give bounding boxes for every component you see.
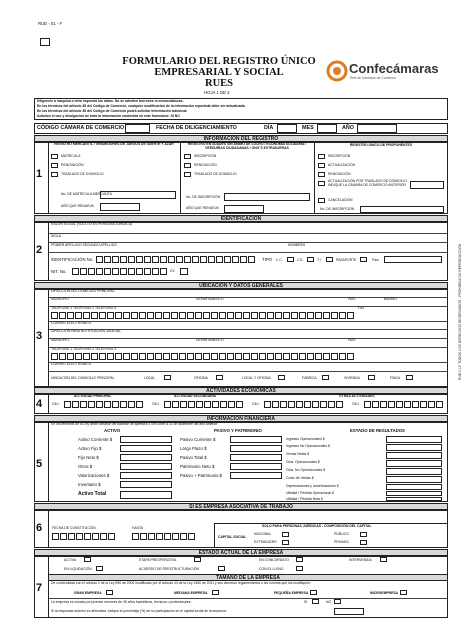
rup-cancelacion-label: CANCELACIÓN (328, 198, 353, 202)
tipo-ce-label: C.E. (297, 258, 304, 262)
rule (49, 233, 447, 234)
tipo-pasaporte-checkbox[interactable] (360, 257, 367, 262)
mediana-empresa-label: MEDIANA EMPRESA (174, 591, 208, 595)
sec4-header: ACTIVIDADES ECONÓMICAS (34, 387, 448, 394)
estado-concordato-label: EN CONCORDATO (259, 558, 289, 562)
esal-inscripcion-checkbox[interactable] (184, 154, 191, 159)
ciiu-otras-1-cells[interactable] (264, 401, 344, 408)
divider (48, 510, 49, 548)
divider (48, 394, 49, 414)
matricula-label: MATRÍCULA (61, 154, 81, 158)
pequena-empresa-label: PEQUEÑA EMPRESA (274, 591, 309, 595)
apellidos-label: PRIMER APELLIDO SEGUNDO APELLIDO (51, 243, 117, 247)
rup-actualizacion-checkbox[interactable] (318, 163, 325, 168)
utilidad-neta-label: Utilidad / Pérdida Neta $ (286, 497, 323, 501)
utilidad-neta-input[interactable] (386, 497, 442, 501)
form-title-2: EMPRESARIAL Y SOCIAL (154, 67, 284, 78)
esal-number-label: No. DE INSCRIPCIÓN (186, 195, 221, 199)
notif-telefono-label: TELÉFONO 1 TELÉFONO 2 TELÉFONO 3 (51, 347, 117, 351)
inventario-input[interactable] (120, 481, 172, 488)
mediana-empresa-checkbox[interactable] (212, 590, 219, 595)
rup-camara-anterior-input[interactable] (410, 181, 444, 189)
notif-label: DIRECCIÓN PARA NOTIFICACIÓN JUDICIAL (51, 329, 122, 333)
fecha-constitucion-label: FECHA DE CONSTITUCIÓN (52, 526, 96, 530)
ciiu-otras-2-cells[interactable] (364, 401, 444, 408)
fijo-neto-label: Fijo Neto $ (78, 455, 99, 460)
notif-email-label: CORREO ELECTRÓNICO (51, 362, 92, 366)
sec1-col3-title: REGISTRO ÚNICO DE PROPONENTES (349, 143, 413, 147)
fin-intro: En los términos de la Ley debe tomarse del balance de apertura o con corte a 31 de diciembre del año anterior. (51, 422, 219, 426)
traslado-label: TRASLADO DE DOMICILIO (61, 172, 104, 176)
sigla-label: SIGLA (51, 234, 61, 238)
anio-input[interactable] (357, 124, 397, 133)
esal-renovacion-checkbox[interactable] (184, 163, 191, 168)
rup-number-input[interactable] (360, 206, 444, 213)
sec5-number: 5 (36, 458, 43, 470)
estado-acuerdo-checkbox[interactable] (218, 566, 225, 571)
sec3-number: 3 (36, 330, 43, 342)
pasivo-patrimonio-label: Pasivo + Patrimonio $ (180, 473, 222, 478)
note-4: Autorizo el uso y divulgación de toda la información contenida en este formulario: SI NO (37, 114, 180, 118)
capital-nacional-checkbox[interactable] (282, 532, 289, 537)
tipo-cc-label: C.C. (276, 258, 283, 262)
page-indicator: HOJA 1 DE 2 (204, 90, 230, 95)
patrimonio-neto-input[interactable] (230, 463, 282, 470)
traslado-checkbox[interactable] (51, 172, 58, 177)
sec7-number: 7 (36, 582, 43, 594)
esal-inscripcion-label: INSCRIPCIÓN (194, 154, 217, 158)
matricula-number-label: No. DE MATRÍCULA MERCANTIL (61, 192, 113, 196)
estado-lleno-checkbox[interactable] (296, 566, 303, 571)
sede-oficina-label: OFICINA (194, 376, 208, 380)
telefono-label: TELÉFONO 1 TELÉFONO 2 TELÉFONO 3 (51, 306, 117, 310)
sec5-header: INFORMACIÓN FINANCIERA (34, 415, 448, 422)
logo-subtitle: Red de Cámaras de Comercio (350, 76, 396, 80)
sec2-header: IDENTIFICACIÓN (34, 215, 448, 222)
capital-extranjero-label: EXTRANJERO (254, 540, 277, 544)
rup-traslado-checkbox[interactable] (318, 181, 325, 186)
id-label: IDENTIFICACIÓN No. (51, 257, 94, 262)
rule (49, 321, 447, 322)
notif-pais-label: PAÍS (348, 338, 356, 342)
ciiu-label-1: CIIU (52, 402, 59, 406)
ventas-netas-input[interactable] (386, 452, 442, 459)
divider (48, 556, 49, 618)
sec1-header: INFORMACIÓN DEL REGISTRO (34, 135, 448, 142)
valorizaciones-label: Valorizaciones $ (78, 473, 110, 478)
capital-label: CAPITAL SOCIAL (218, 535, 247, 539)
sede-fabrica-label: FÁBRICA (302, 376, 317, 380)
ing-no-operacionales-label: Ingresos No Operacionales $ (286, 444, 330, 448)
divider (180, 142, 181, 214)
sec1-box (34, 142, 448, 214)
ing-no-operacionales-input[interactable] (386, 444, 442, 451)
sec4-number: 4 (36, 398, 43, 410)
note-3: En los términos del artículo 36 del Código de Comercio podrá solicitar información adicional. (37, 109, 188, 113)
renovacion-label: RENOVACIÓN (61, 163, 84, 167)
resultados-title: ESTADO DE RESULTADOS (350, 428, 405, 433)
pasivo-corriente-label: Pasivo Corriente $ (180, 437, 216, 442)
nit-label: NIT. No. (51, 269, 67, 274)
costo-ventas-input[interactable] (386, 476, 442, 483)
pasivo-title: PASIVO Y PATRIMONIO (214, 428, 262, 433)
rup-cancelacion-checkbox[interactable] (318, 198, 325, 203)
c1-year-input[interactable] (100, 203, 140, 211)
note-2: En los términos del artículo 38 del Código de Comercio, cualquier modificación de la información reportada debe ser actualizada. (37, 104, 246, 108)
form-title-3: RUES (204, 78, 233, 89)
rup-renovacion-label: RENOVACIÓN (328, 172, 351, 176)
utilidad-operacional-input[interactable] (386, 491, 442, 496)
tamano-header: TAMAÑO DE LA EMPRESA (48, 574, 448, 581)
valorizaciones-input[interactable] (120, 472, 172, 479)
tipo-cc-checkbox[interactable] (287, 257, 294, 262)
matricula-checkbox[interactable] (51, 154, 58, 159)
telefono-cells[interactable] (51, 312, 355, 319)
sec6-header: SI ES EMPRESA ASOCIATIVA DE TRABAJO (34, 503, 448, 510)
ciiu-label-2: CIIU (152, 402, 159, 406)
camara-label: CÓDIGO CÁMARA DE COMERCIO (37, 125, 125, 131)
act-principal-label: ACTIVIDAD PRINCIPAL (74, 394, 112, 398)
sec1-number: 1 (36, 168, 43, 180)
capital-publico-checkbox[interactable] (360, 532, 367, 537)
estado-liquidacion-checkbox[interactable] (96, 566, 103, 571)
capital-privado-checkbox[interactable] (360, 540, 367, 545)
gtos-operacionales-input[interactable] (386, 460, 442, 467)
divider (48, 422, 49, 502)
fijo-neto-input[interactable] (120, 454, 172, 461)
sede-label: UBICACIÓN DEL DOMICILIO PRINCIPAL (51, 376, 115, 380)
pasivo-corriente-input[interactable] (230, 436, 282, 443)
c1-year-label: AÑO QUE RENUEVA (61, 204, 94, 208)
largo-plazo-input[interactable] (230, 445, 282, 452)
rule (49, 252, 447, 253)
anio-label: AÑO (342, 125, 354, 131)
rup-inscripcion-checkbox[interactable] (318, 154, 325, 159)
tipo-ce-checkbox[interactable] (307, 257, 314, 262)
pais-ubic-label: PAÍS (348, 297, 356, 301)
porcentaje-question: Si la respuesta anterior es afirmativa, indique el porcentaje (%) de su participación en el capital social de la empresa: (51, 609, 227, 613)
largo-plazo-label: Largo Plazo $ (180, 446, 207, 451)
rup-number-label: No. DE INSCRIPCIÓN (320, 207, 355, 211)
sede-local-label: LOCAL (144, 376, 156, 380)
rule (49, 362, 447, 363)
jovenes-no-label: NO (326, 600, 332, 604)
jovenes-si-checkbox[interactable] (312, 599, 319, 604)
pasivo-total-input[interactable] (230, 454, 282, 461)
ciiu-secundaria-cells[interactable] (164, 401, 244, 408)
fecha-label: FECHA DE DILIGENCIAMIENTO (156, 125, 237, 131)
estado-acuerdo-label: ACUERDO DE REESTRUCTURACIÓN (139, 567, 199, 571)
pais-label: País (372, 258, 379, 262)
activo-total-label: Activo Total (78, 491, 107, 497)
dia-label: DÍA (264, 125, 274, 131)
capital-extranjero-checkbox[interactable] (282, 540, 289, 545)
pais-input[interactable] (384, 256, 442, 263)
email-label: CORREO ELECTRÓNICO (51, 321, 92, 325)
sede-local-oficina-label: LOCAL Y OFICINA (242, 376, 271, 380)
form-sheet (34, 12, 448, 622)
hasta-cells[interactable] (132, 533, 196, 540)
sec1-col1-title: REGISTRO MERCANTIL / VENDEDORES DE JUEGOS DE SUERTE Y AZAR (54, 142, 174, 146)
departamento-label: DEPARTAMENTO (196, 297, 224, 301)
sede-finca-label: FINCA (390, 376, 401, 380)
ing-operacionales-label: Ingresos Operacionales $ (286, 437, 325, 441)
sede-vivienda-label: VIVIENDA (344, 376, 360, 380)
microempresa-label: MICROEMPRESA (370, 591, 399, 595)
id-number-cells[interactable] (96, 256, 256, 263)
fax-label: FAX (358, 306, 365, 310)
side-vertical-text: RUE-01-F TODOS LOS DERECHOS RESERVADOS - PROHIBIDA SU REPRODUCCIÓN (458, 243, 462, 380)
estado-intervenida-label: INTERVENIDA (349, 558, 372, 562)
dv-label: DV (170, 269, 175, 273)
capital-title: SOLO PARA PERSONAS JURÍDICAS - COMPOSICIÓN DEL CAPITAL (262, 524, 372, 528)
form-code: RUE - 01 - F (38, 21, 63, 26)
capital-publico-label: PÚBLICO (334, 532, 349, 536)
sede-local-checkbox[interactable] (164, 375, 171, 380)
tipo-ti-label: T.I. (317, 258, 322, 262)
esal-renovacion-label: RENOVACIÓN (194, 163, 217, 167)
jovenes-question: La empresa es creada por jóvenes menores de 28 años bachilleres, técnicos o profesionales: (51, 600, 192, 604)
ciiu-label-3: CIIU (252, 402, 259, 406)
rup-inscripcion-label: INSCRIPCIÓN (328, 154, 351, 158)
note-1: Diligencie a máquina o letra imprenta los datos. No se admiten borrones ni enmendaduras. (37, 99, 184, 103)
tamano-text: De conformidad con el artículo 2 de la Ley 590 de 2000 modificado por el artículo 43 de la Ley 1450 de 2011 y sus decretos reglamentarios o las normas que los modifiquen. (51, 581, 311, 585)
ing-operacionales-input[interactable] (386, 436, 442, 443)
logo-name: Confecámaras (349, 61, 439, 76)
gtos-operacionales-label: Gtos. Operacionales $ (286, 460, 320, 464)
gran-empresa-checkbox[interactable] (106, 590, 113, 595)
notif-telefono-cells[interactable] (51, 353, 355, 360)
activo-fijo-input[interactable] (120, 445, 172, 452)
capital-nacional-label: NACIONAL (254, 532, 272, 536)
activo-fijo-label: Activo Fijo $ (78, 446, 102, 451)
estado-concordato-checkbox[interactable] (296, 557, 303, 562)
estado-activa-checkbox[interactable] (84, 557, 91, 562)
pasivo-patrimonio-input[interactable] (230, 472, 282, 479)
estado-preoperativa-checkbox[interactable] (194, 557, 201, 562)
inventario-label: Inventario $ (78, 482, 101, 487)
esal-number-input[interactable] (224, 193, 310, 201)
c2-year-label: AÑO QUE RENUEVA (186, 206, 219, 210)
patrimonio-neto-label: Patrimonio Neto $ (180, 464, 215, 469)
activo-corriente-label: Activo Corriente $ (78, 437, 113, 442)
municipio-label: MUNICIPIO (51, 297, 69, 301)
dv-input[interactable] (180, 268, 188, 275)
porcentaje-input[interactable] (334, 608, 364, 615)
sec1-col2-title: REGISTRO ENTIDADES SIN ÁNIMO DE LUCRO / ECONOMÍA SOLIDARIA / VEEDURÍAS CIUDADANAS / ONG´S EXTRANJERAS (187, 142, 307, 150)
pasivo-total-label: Pasivo Total $ (180, 455, 207, 460)
barrio-label: BARRIO (384, 297, 397, 301)
mes-input[interactable] (317, 124, 337, 133)
sede-fabrica-checkbox[interactable] (322, 375, 329, 380)
utilidad-operacional-label: Utilidad / Pérdida Operacional $ (286, 491, 334, 495)
form-title-1: FORMULARIO DEL REGISTRO ÚNICO (122, 56, 316, 67)
c2-year-input[interactable] (224, 205, 264, 213)
nombres-label: NOMBRES (288, 243, 306, 247)
sede-finca-checkbox[interactable] (406, 375, 413, 380)
notif-departamento-label: DEPARTAMENTO (196, 338, 224, 342)
rule (49, 338, 447, 339)
depreciaciones-input[interactable] (386, 484, 442, 490)
mes-label: MES (302, 125, 314, 131)
esal-traslado-label: TRASLADO DE DOMICILIO (194, 172, 237, 176)
razon-label: RAZÓN SOCIAL (SOLO SI ES PERSONA JURÍDICA) (51, 222, 133, 226)
matricula-number-input[interactable] (100, 191, 176, 199)
dia-input[interactable] (277, 124, 297, 133)
jovenes-si-label: SI (304, 600, 308, 604)
sede-vivienda-checkbox[interactable] (368, 375, 375, 380)
rup-renovacion-checkbox[interactable] (318, 172, 325, 177)
esal-traslado-checkbox[interactable] (184, 172, 191, 177)
activo-corriente-input[interactable] (120, 436, 172, 443)
sede-oficina-checkbox[interactable] (216, 375, 223, 380)
estado-preoperativa-label: ETAPA PREOPERATIVA (139, 558, 177, 562)
tipo-label: TIPO (262, 257, 273, 262)
rule (49, 371, 447, 372)
sede-local-oficina-checkbox[interactable] (278, 375, 285, 380)
activo-total-input[interactable] (120, 491, 172, 499)
sec3-header: UBICACIÓN Y DATOS GENERALES (34, 282, 448, 289)
capital-privado-label: PRIVADO (334, 540, 350, 544)
renovacion-checkbox[interactable] (51, 163, 58, 168)
otros-label: Otros $ (78, 464, 93, 469)
estado-activa-label: ACTIVA (64, 558, 76, 562)
estado-intervenida-checkbox[interactable] (380, 557, 387, 562)
ciiu-principal-cells[interactable] (64, 401, 144, 408)
jovenes-no-checkbox[interactable] (334, 599, 341, 604)
otras-actividades-label: OTRAS ACTIVIDADES (339, 394, 375, 398)
hasta-label: HASTA (132, 526, 144, 530)
notif-municipio-label: MUNICIPIO (51, 338, 69, 342)
tipo-pasaporte-label: PASAPORTE (336, 258, 357, 262)
ciiu-label-4: CIIU (352, 402, 359, 406)
gtos-no-operacionales-label: Gtos. No Operacionales $ (286, 468, 326, 472)
act-secundaria-label: ACTIVIDAD SECUNDARIA (174, 394, 217, 398)
pequena-empresa-checkbox[interactable] (310, 590, 317, 595)
ventas-netas-label: Ventas Netas $ (286, 452, 309, 456)
sec7-estado-header: ESTADO ACTUAL DE LA EMPRESA (34, 549, 448, 556)
divider (314, 142, 315, 214)
rup-actualizacion-label: ACTUALIZACIÓN (328, 163, 356, 167)
microempresa-checkbox[interactable] (400, 590, 407, 595)
estado-liquidacion-label: EN LIQUIDACIÓN (64, 567, 92, 571)
gtos-no-operacionales-input[interactable] (386, 468, 442, 475)
activo-title: ACTIVO (104, 428, 121, 433)
rule (49, 598, 447, 599)
camara-input[interactable] (125, 124, 150, 133)
depreciaciones-label: Depreciaciones y amortizaciones $ (286, 484, 339, 488)
estado-lleno-label: CON EL LLENO (259, 567, 284, 571)
tipo-ti-checkbox[interactable] (326, 257, 333, 262)
nit-cells[interactable] (72, 268, 168, 275)
divider (48, 142, 49, 214)
gran-empresa-label: GRAN EMPRESA (74, 591, 102, 595)
fecha-constitucion-cells[interactable] (52, 533, 116, 540)
sec6-number: 6 (36, 522, 43, 534)
confecamaras-logo-icon (326, 60, 348, 82)
otros-input[interactable] (120, 463, 172, 470)
costo-ventas-label: Costo de Ventas $ (286, 476, 314, 480)
sec2-number: 2 (36, 244, 43, 256)
dir-principal-label: DIRECCIÓN DEL DOMICILIO PRINCIPAL (51, 289, 115, 293)
rup-traslado-label: ACTUALIZACIÓN POR TRASLADO DE DOMICILIO. INDIQUE LA CÁMARA DE COMERCIO ANTERIOR (328, 179, 408, 187)
